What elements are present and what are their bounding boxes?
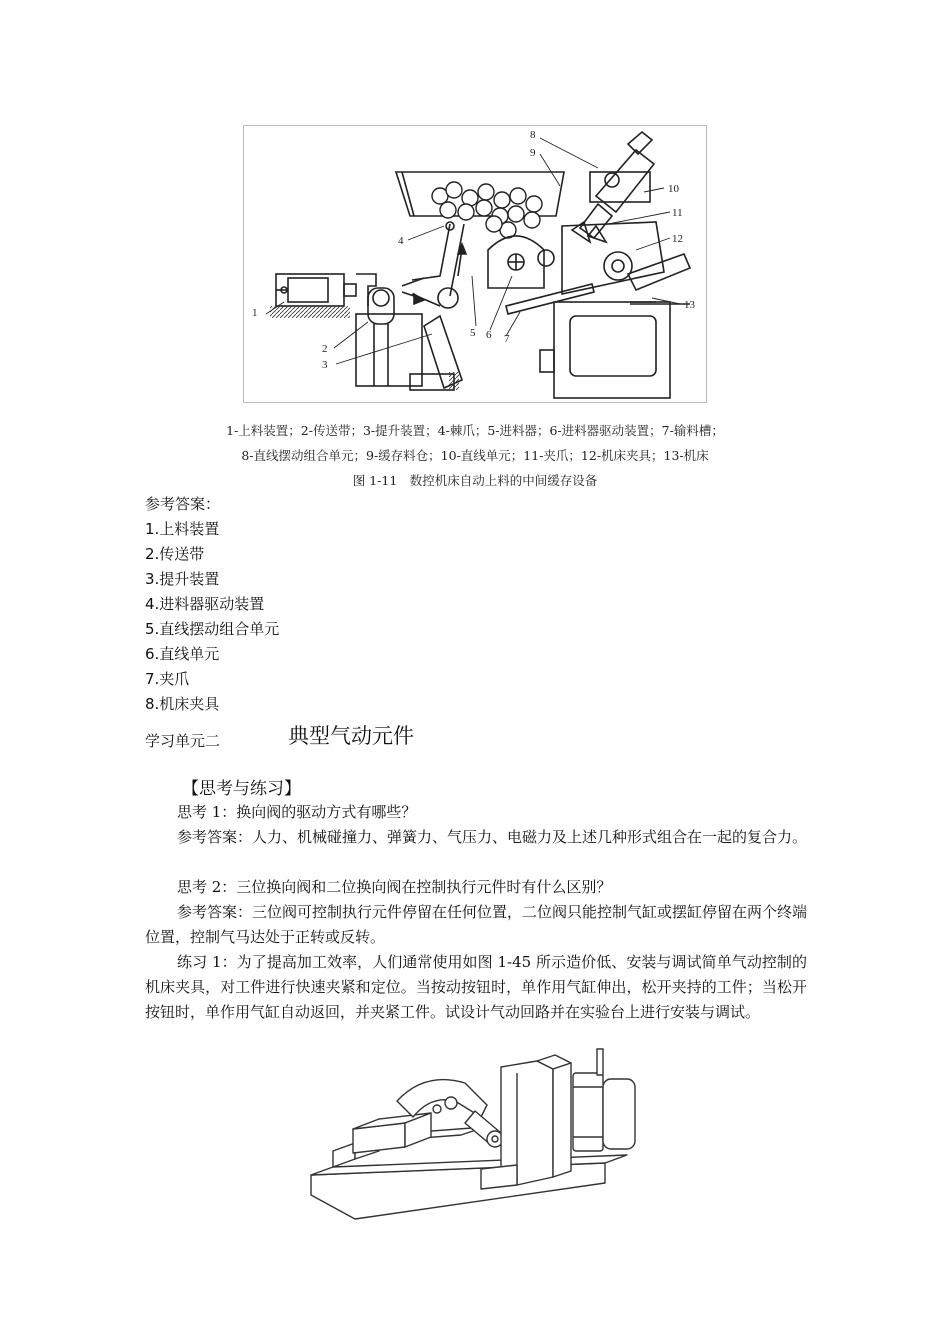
loading-device (270, 274, 356, 318)
unit-label: 学习单元二 (145, 732, 221, 750)
callout-number: 4 (398, 235, 404, 247)
paragraph-text: 思考 2：三位换向阀和二位换向阀在控制执行元件时有什么区别？ (177, 878, 612, 896)
callout-number: 3 (322, 359, 328, 371)
machine-fixture (562, 222, 690, 294)
answer-item: 7.夹爪 (145, 670, 190, 688)
callout-number: 7 (504, 333, 510, 345)
answer-item: 5.直线摆动组合单元 (145, 620, 280, 638)
paragraph (145, 875, 807, 900)
callout-number: 8 (530, 129, 536, 141)
callout-number: 2 (322, 343, 328, 355)
answer-item: 2.传送带 (145, 545, 205, 563)
conveyor-belt (356, 288, 422, 386)
answers-heading: 参考答案： (145, 495, 221, 513)
callout-number: 1 (252, 307, 258, 319)
callout-number: 10 (668, 183, 679, 195)
fixture-drawing (305, 1043, 645, 1223)
answer-item: 3.提升装置 (145, 570, 220, 588)
paragraph (145, 900, 807, 950)
callout-number: 9 (530, 147, 536, 159)
machine-tool (540, 302, 690, 398)
callout-number: 11 (672, 207, 683, 219)
answer-item: 1.上料装置 (145, 520, 220, 538)
figure-1-11 (243, 125, 707, 403)
feeder-drive (488, 236, 544, 288)
paragraph-text: 练习 1：为了提高加工效率，人们通常使用如图 1-45 所示造价低、安装与调试简单气动控制的机床夹具，对工件进行快速夹紧和定位。当按动按钮时，单作用气缸伸出，松开夹持的工件；当松开按钮时，单作用气缸自动返回，并夹紧工件。试设计气动回路并在实验台上进行安装与调试。 (145, 953, 807, 1021)
paragraph (145, 825, 807, 850)
paragraph (145, 800, 807, 825)
figure-legend-line-1: 1-上料装置；2-传送带；3-提升装置；4-棘爪；5-进料器；6-进料器驱动装置；7-输料槽； (226, 423, 724, 438)
paragraph (145, 950, 807, 1025)
answer-item: 4.进料器驱动装置 (145, 595, 265, 613)
section-title: 【思考与练习】 (182, 779, 301, 799)
paragraph-text: 参考答案：三位阀可控制执行元件停留在任何位置，二位阀只能控制气缸或摆缸停留在两个终端位置，控制气马达处于正转或反转。 (145, 903, 808, 946)
callout-number: 13 (684, 299, 695, 311)
figure-caption: 图 1-11 数控机床自动上料的中间缓存设备 (352, 473, 598, 488)
callout-number: 12 (672, 233, 683, 245)
paragraph-text: 思考 1：换向阀的驱动方式有哪些？ (177, 803, 417, 821)
buffer-hopper (396, 172, 564, 296)
figure-legend-line-2: 8-直线摆动组合单元；9-缓存料仓；10-直线单元；11-夹爪；12-机床夹具；13-机床 (241, 448, 709, 463)
answer-item: 8.机床夹具 (145, 695, 220, 713)
answer-item: 6.直线单元 (145, 645, 220, 663)
callout-number: 6 (486, 329, 492, 341)
unit-title: 典型气动元件 (288, 724, 414, 748)
paragraph-text: 参考答案：人力、机械碰撞力、弹簧力、气压力、电磁力及上述几种形式组合在一起的复合力。 (177, 828, 808, 846)
callout-number: 5 (470, 327, 476, 339)
